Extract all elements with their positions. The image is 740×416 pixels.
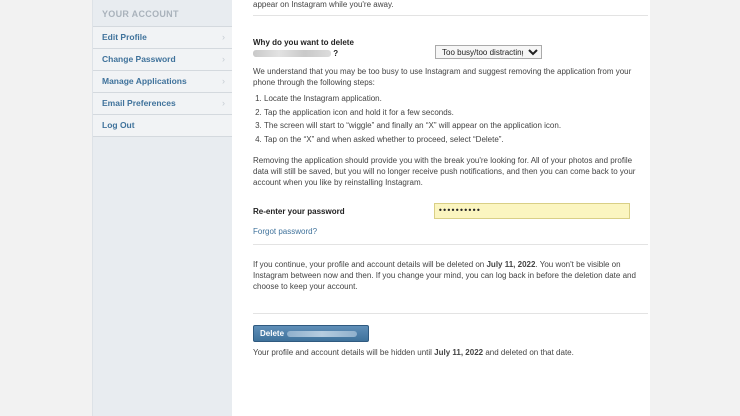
left-gutter [0, 0, 92, 416]
continue-suffix: . You won't be visible on Instagram between now and then. If you change your mind, you can log back in before the deletion date and choose to keep your account. [253, 260, 636, 291]
list-item: 1. Locate the Instagram application. [264, 92, 659, 106]
list-item: 4. Tap on the “X” and when asked whether to proceed, select “Delete”. [264, 133, 659, 147]
hidden-prefix: Your profile and account details will be hidden until [253, 348, 435, 357]
redacted-username [287, 331, 357, 337]
password-label: Re-enter your password [253, 207, 345, 216]
top-text: appear on Instagram while you're away. [253, 0, 394, 9]
delete-button-label: Delete [260, 329, 285, 338]
divider [253, 15, 648, 16]
sidebar-title: YOUR ACCOUNT [93, 0, 233, 27]
password-input[interactable]: •••••••••• [434, 203, 630, 219]
sidebar-item-label: Email Preferences [102, 98, 176, 108]
reason-question-text: Why do you want to delete [253, 38, 354, 47]
busy-intro: We understand that you may be too busy to use Instagram and suggest removing the application from your phone through the following steps: [253, 67, 632, 87]
chevron-right-icon: › [222, 54, 225, 64]
sidebar-item-log-out[interactable] [93, 115, 233, 137]
chevron-right-icon: › [222, 76, 225, 86]
sidebar-item-email-preferences[interactable] [93, 93, 233, 115]
removing-note: Removing the application should provide you with the break you're looking for. All of your photos and profile data will still be saved, but you will no longer receive push notifications, and then you can come back to your account when you like by reinstalling Instagram. [253, 156, 636, 187]
forgot-password-link[interactable]: Forgot password? [253, 227, 318, 236]
sidebar-item-manage-applications[interactable] [93, 71, 233, 93]
chevron-right-icon: › [222, 32, 225, 42]
sidebar-item-label: Manage Applications [102, 76, 187, 86]
reason-question [253, 37, 393, 59]
divider [253, 313, 648, 314]
main-panel [232, 0, 650, 416]
continue-prefix: If you continue, your profile and account details will be deleted on [253, 260, 487, 269]
reason-question-suffix: ? [333, 49, 339, 58]
sidebar-item-change-password[interactable] [93, 49, 233, 71]
redacted-username [253, 50, 331, 57]
hidden-date: July 11, 2022 [434, 348, 484, 357]
delete-account-button[interactable] [253, 325, 369, 342]
reason-select[interactable] [435, 45, 542, 59]
account-sidebar [92, 0, 234, 416]
continue-notice [253, 259, 643, 292]
list-item: 2. Tap the application icon and hold it for a few seconds. [264, 106, 659, 120]
chevron-right-icon: › [222, 98, 225, 108]
sidebar-item-label: Change Password [102, 54, 176, 64]
right-gutter [650, 0, 740, 416]
sidebar-item-edit-profile[interactable] [93, 27, 233, 49]
deletion-date: July 11, 2022 [486, 260, 536, 269]
list-item: 3. The screen will start to “wiggle” and finally an “X” will appear on the application icon. [264, 119, 659, 133]
sidebar-item-label: Edit Profile [102, 32, 147, 42]
sidebar-item-label: Log Out [102, 120, 135, 130]
divider [253, 244, 648, 245]
hidden-notice [253, 347, 648, 358]
hidden-suffix: and deleted on that date. [483, 348, 574, 357]
steps-list [253, 92, 659, 146]
